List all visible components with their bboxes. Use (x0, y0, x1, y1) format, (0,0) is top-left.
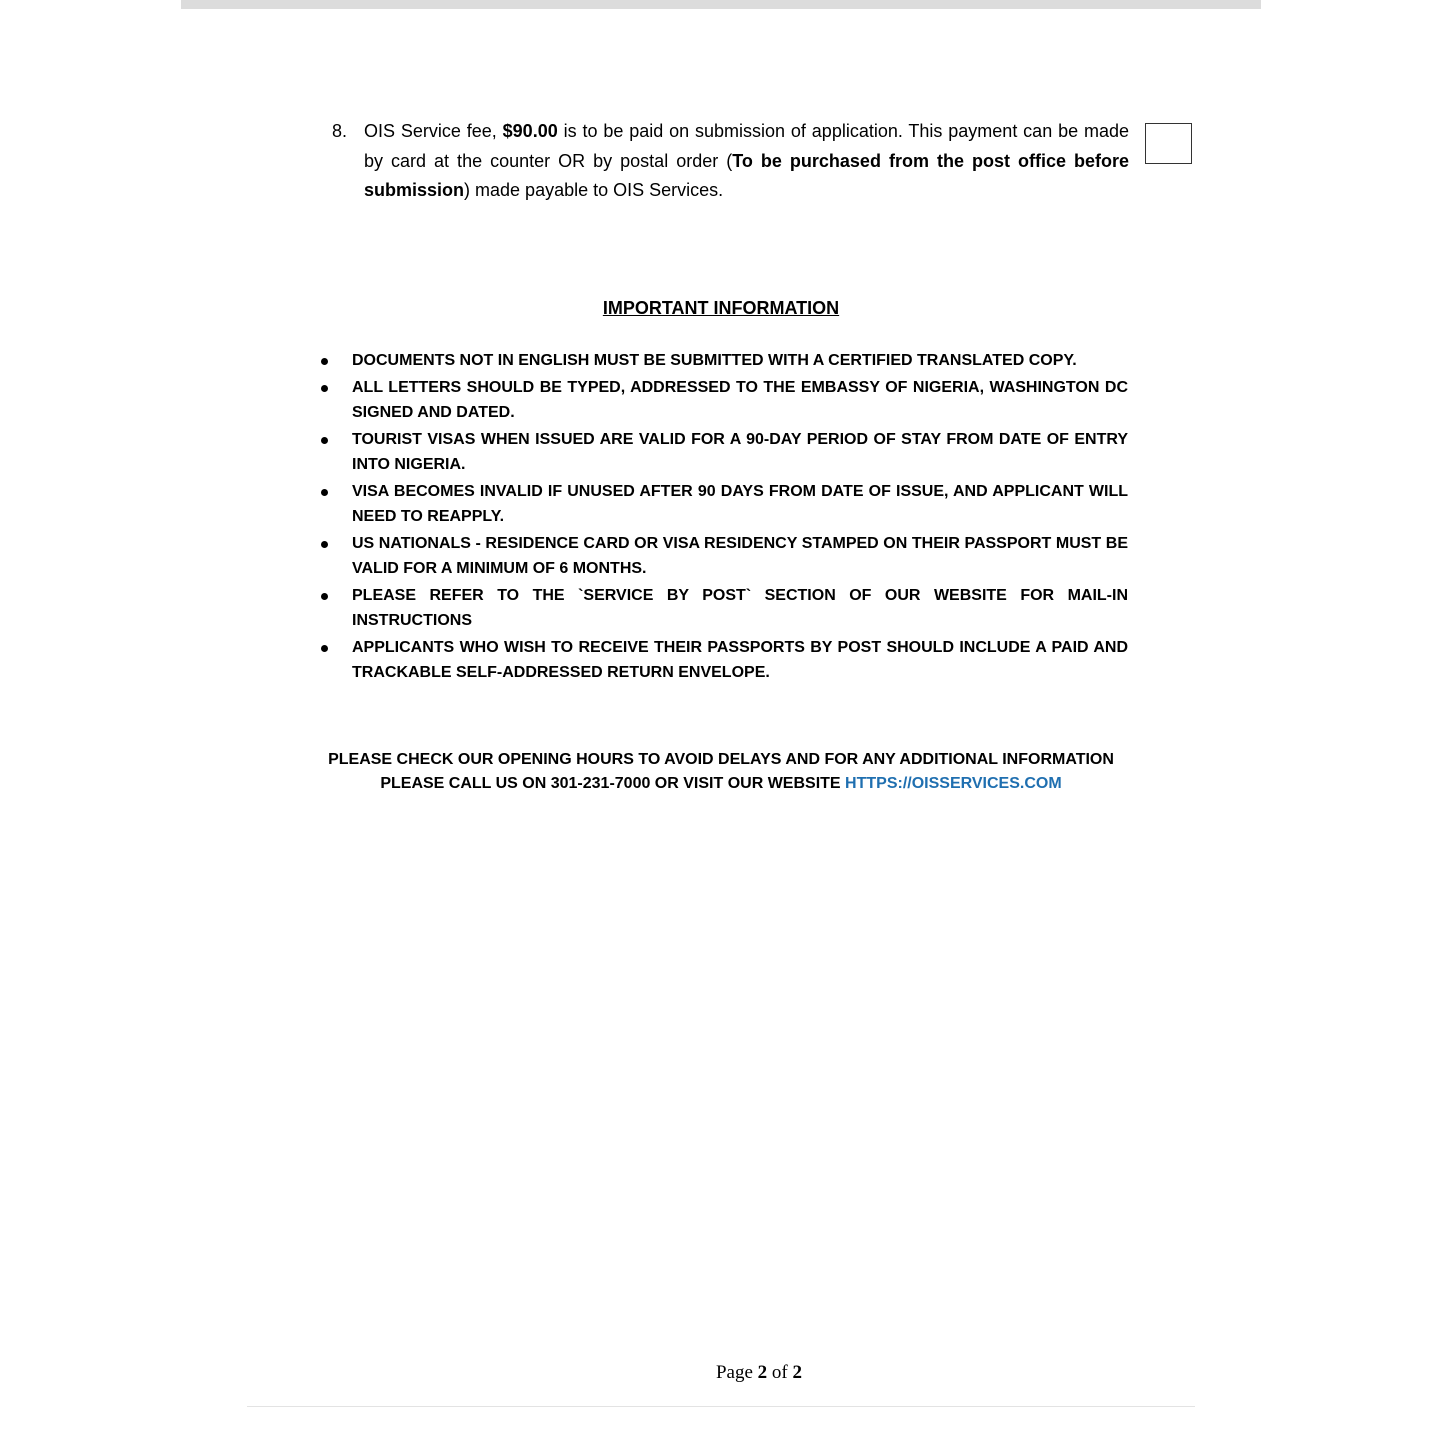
item-text: OIS Service fee, $90.00 is to be paid on submission of application. This payment can be made by card at the counter OR by postal order (To be purchased from the post office before submission) made payable to OIS Services. (364, 121, 1129, 200)
bullet-icon (321, 541, 328, 548)
footer-divider (247, 1406, 1195, 1407)
contact-note (0, 748, 1442, 796)
bullet-icon (321, 358, 328, 365)
bullet-icon (321, 645, 328, 652)
current-page: 2 (757, 1362, 768, 1383)
list-item: APPLICANTS WHO WISH TO RECEIVE THEIR PASSPORTS BY POST SHOULD INCLUDE A PAID AND TRACKABLE SELF-ADDRESSED RETURN ENVELOPE. (316, 635, 1128, 686)
list-item: PLEASE REFER TO THE `SERVICE BY POST` SECTION OF OUR WEBSITE FOR MAIL-IN INSTRUCTIONS (316, 583, 1128, 634)
total-pages: 2 (792, 1362, 802, 1383)
fee-amount: $90.00 (502, 121, 558, 141)
bullet-icon (321, 437, 328, 444)
list-item: ALL LETTERS SHOULD BE TYPED, ADDRESSED TO THE EMBASSY OF NIGERIA, WASHINGTON DC SIGNED AND DATED. (316, 375, 1128, 426)
item-8-checkbox[interactable] (1145, 123, 1192, 164)
list-item: DOCUMENTS NOT IN ENGLISH MUST BE SUBMITTED WITH A CERTIFIED TRANSLATED COPY. (316, 348, 1128, 374)
list-item: TOURIST VISAS WHEN ISSUED ARE VALID FOR A 90-DAY PERIOD OF STAY FROM DATE OF ENTRY INTO NIGERIA. (316, 427, 1128, 478)
top-bar (181, 0, 1261, 9)
list-item: US NATIONALS - RESIDENCE CARD OR VISA RESIDENCY STAMPED ON THEIR PASSPORT MUST BE VALID FOR A MINIMUM OF 6 MONTHS. (316, 531, 1128, 582)
bullet-icon (321, 593, 328, 600)
important-info-heading: IMPORTANT INFORMATION (602, 298, 840, 318)
opening-hours-line: PLEASE CHECK OUR OPENING HOURS TO AVOID DELAYS AND FOR ANY ADDITIONAL INFORMATION (328, 751, 1114, 768)
list-item: VISA BECOMES INVALID IF UNUSED AFTER 90 DAYS FROM DATE OF ISSUE, AND APPLICANT WILL NEED TO REAPPLY. (316, 479, 1128, 530)
page-number: Page 2 of 2 (715, 1362, 802, 1383)
item-number: 8. (332, 121, 348, 141)
important-info-list (316, 348, 1128, 687)
contact-line: PLEASE CALL US ON 301-231-7000 OR VISIT OUR WEBSITE HTTPS://OISSERVICES.COM (380, 775, 1062, 792)
bullet-icon (321, 489, 328, 496)
website-link[interactable]: HTTPS://OISSERVICES.COM (845, 775, 1062, 792)
checklist-item-8 (332, 117, 1132, 206)
bullet-icon (321, 385, 328, 392)
postal-order-note: To be purchased from the post office before submission (364, 150, 1129, 200)
